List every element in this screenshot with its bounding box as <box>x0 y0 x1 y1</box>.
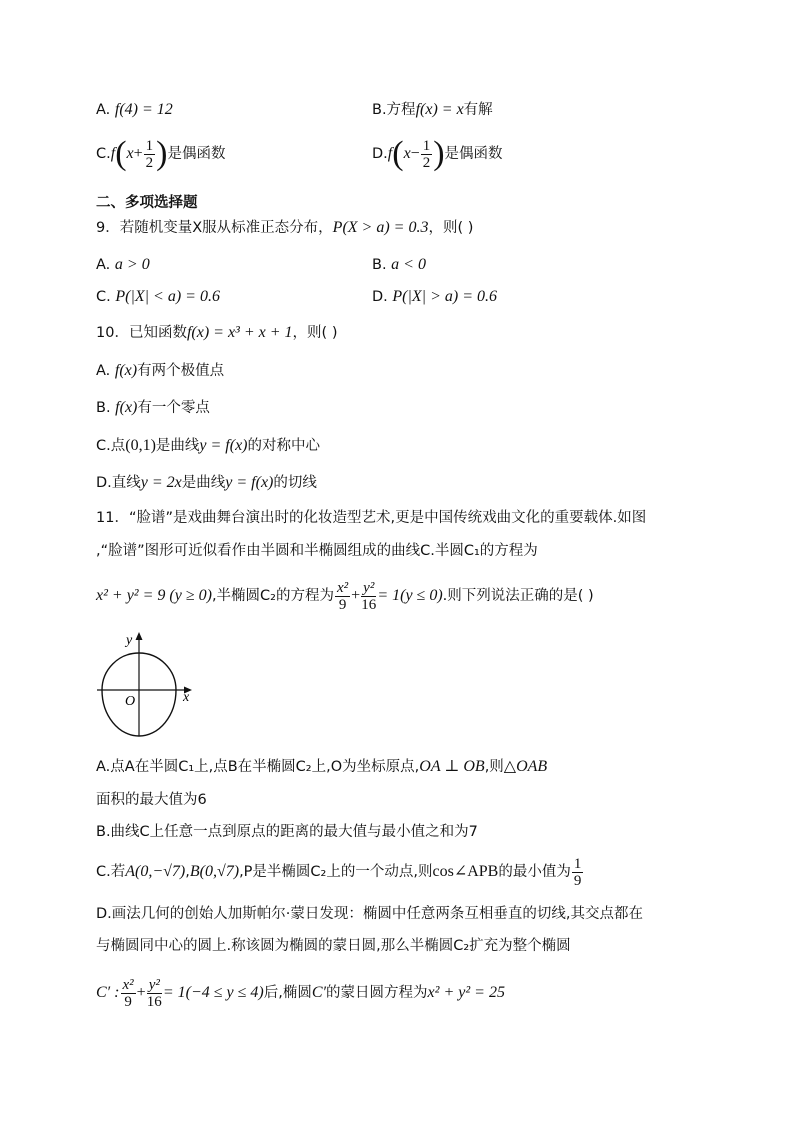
q10-option-d: D.直线y = 2x是曲线y = f(x)的切线 <box>96 474 317 491</box>
q10-stem: 10．已知函数f(x) = x³ + x + 1，则( ) <box>96 324 338 341</box>
q11-option-b: B.曲线C上任意一点到原点的距离的最大值与最小值之和为7 <box>96 824 478 840</box>
q11-option-d-line2: 与椭圆同中心的圆上.称该圆为椭圆的蒙日圆,那么半椭圆C₂扩充为整个椭圆 <box>96 938 571 954</box>
q9-option-a: A. a > 0 <box>96 256 150 273</box>
q11-option-a-line2: 面积的最大值为6 <box>96 792 207 808</box>
q11-option-a-line1: A.点A在半圆C₁上,点B在半椭圆C₂上,O为坐标原点,OA ⊥ OB,则△OAB <box>96 758 548 775</box>
q10-option-c: C.点(0,1)是曲线y = f(x)的对称中心 <box>96 437 320 454</box>
face-figure <box>92 628 202 740</box>
q8-option-b: B.方程f(x) = x有解 <box>372 101 493 118</box>
y-axis-arrow-icon <box>136 632 143 640</box>
q8-option-d: D.f(x− $\frac{1}{2}$ )是偶函数 <box>372 135 503 172</box>
q11-stem-line2: ,“脸谱”图形可近似看作由半圆和半椭圆组成的曲线C.半圆C₁的方程为 <box>96 543 538 559</box>
q11-option-c: C.若A(0,−√7),B(0,√7),P是半椭圆C₂上的一个动点,则cos∠APB的最小值为 $\frac{1}{9}$ <box>96 855 582 889</box>
q11-option-d-line3: C′ : $\frac{\text{x²}}{9}$ + $\frac{\text{y²}}{16}$ = 1(−4 ≤ y ≤ 4)后,椭圆C′的蒙日圆方程为x² + y² = 25 <box>96 976 505 1010</box>
q9-option-d: D. P(|X| > a) = 0.6 <box>372 288 497 305</box>
q9-option-c: C. P(|X| < a) = 0.6 <box>96 288 220 305</box>
x-axis-label: x <box>183 690 190 705</box>
section-title: 二、多项选择题 <box>96 195 198 211</box>
q10-option-b: B. f(x)有一个零点 <box>96 399 210 416</box>
q8-option-a: A. f(4) = 12 <box>96 101 173 118</box>
q8-option-c: C.f(x+ $\frac{1}{2}$ )是偶函数 <box>96 135 226 172</box>
q11-option-d-line1: D.画法几何的创始人加斯帕尔·蒙日发现：椭圆中任意两条互相垂直的切线,其交点都在 <box>96 906 643 922</box>
origin-label: O <box>125 694 136 709</box>
y-axis-label: y <box>126 633 133 648</box>
q11-stem-line3: x² + y² = 9 (y ≥ 0),半椭圆C₂的方程为 $\frac{\text{x²}}{9}$ + $\frac{\text{y²}}{16}$ = 1(y ≤ 0).则下列说法正确的是( ) <box>96 579 594 613</box>
q10-option-a: A. f(x)有两个极值点 <box>96 362 225 379</box>
q9-stem: 9．若随机变量X服从标准正态分布，P(X > a) = 0.3，则( ) <box>96 219 474 236</box>
q11-stem-line1: 11．“脸谱”是戏曲舞台演出时的化妆造型艺术,更是中国传统戏曲文化的重要载体.如图 <box>96 510 647 526</box>
q9-option-b: B. a < 0 <box>372 256 426 273</box>
